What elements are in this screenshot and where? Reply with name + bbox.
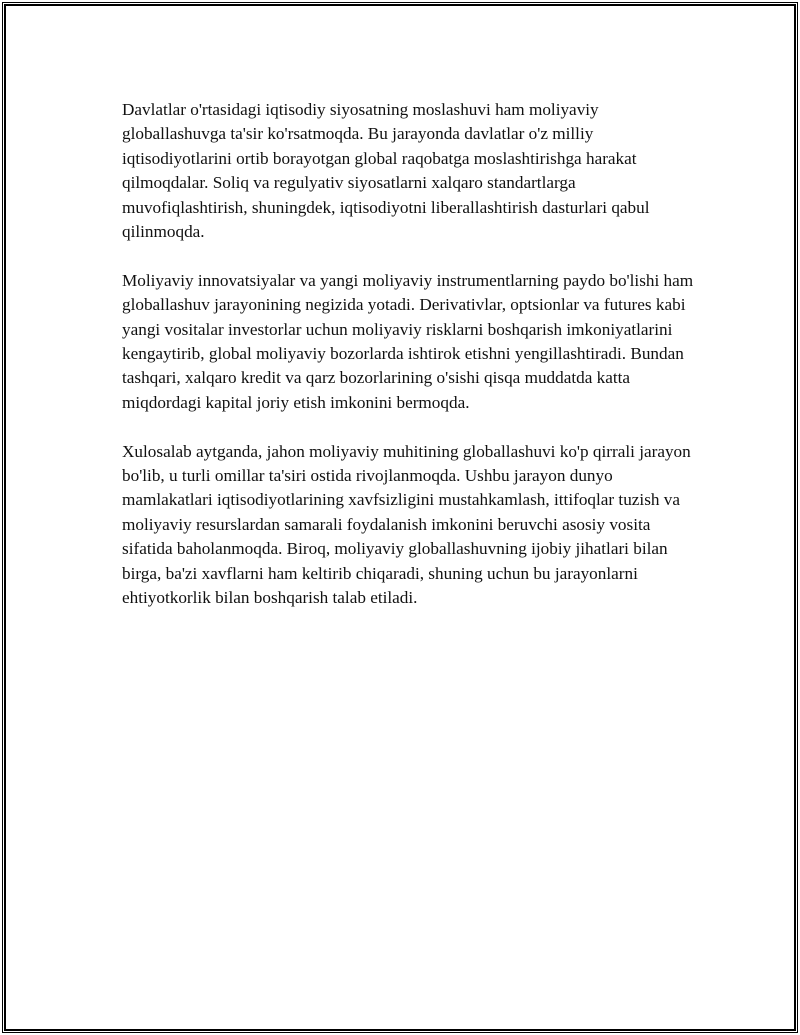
paragraph: Moliyaviy innovatsiyalar va yangi moliyaviy instrumentlarning paydo bo'lishi ham globallashuv jarayonining negizida yotadi. Derivativlar, optsionlar va futures kabi yangi vositalar investorlar uchun moliyaviy risklarni boshqarish imkoniyatlarini kengaytirib, global moliyaviy bozorlarda ishtirok etishni yengillashtiradi. Bundan tashqari, xalqaro kredit va qarz bozorlarining o'sishi qisqa muddatda katta miqdordagi kapital joriy etish imkonini bermoqda. — [122, 270, 694, 412]
paragraph: Davlatlar o'rtasidagi iqtisodiy siyosatning moslashuvi ham moliyaviy globallashuvga ta'sir ko'rsatmoqda. Bu jarayonda davlatlar o'z milliy iqtisodiyotlarini ortib borayotgan global raqobatga moslashtirishga harakat qilmoqdalar. Soliq va regulyativ siyosatlarni xalqaro standartlarga muvofiqlashtirish, shuningdek, iqtisodiyotni liberallashtirish dasturlari qabul qilinmoqda. — [122, 100, 650, 242]
paragraph: Xulosalab aytganda, jahon moliyaviy muhitining globallashuvi ko'p qirrali jarayon bo'lib, u turli omillar ta'siri ostida rivojlanmoqda. Ushbu jarayon dunyo mamlakatlari iqtisodiyotlarining xavfsizligini mustahkamlash, ittifoqlar tuzish va moliyaviy resurslardan samarali foydalanish imkonini beruvchi asosiy vosita sifatida baholanmoqda. Biroq, moliyaviy globallashuvning ijobiy jihatlari bilan birga, ba'zi xavflarni ham keltirib chiqaradi, shuning uchun bu jarayonlarni ehtiyotkorlik bilan boshqarish talab etiladi. — [122, 441, 691, 608]
document-body — [122, 98, 697, 635]
page-border — [2, 2, 798, 1033]
